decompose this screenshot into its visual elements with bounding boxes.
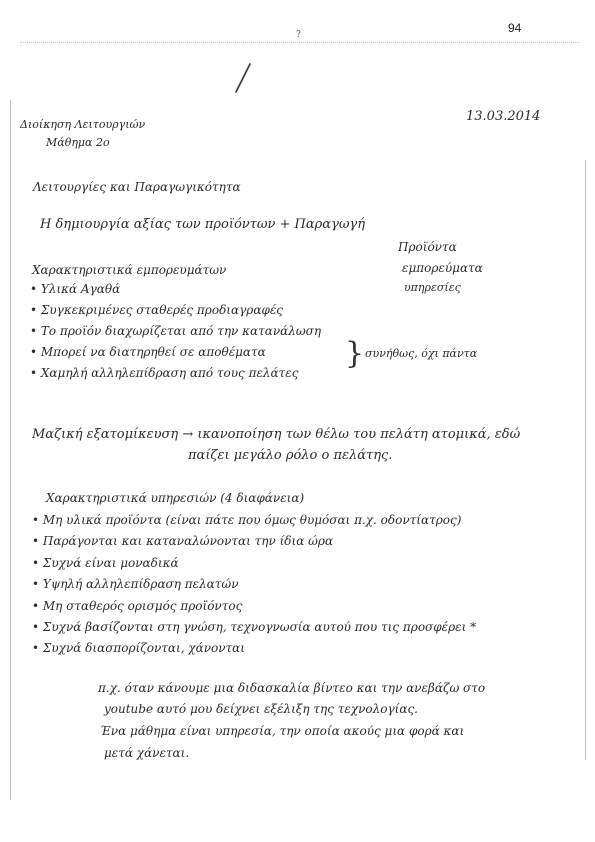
goods-heading: Χαρακτηριστικά εμπορευμάτων <box>32 263 227 277</box>
scan-mark: ? <box>296 30 301 40</box>
services-item: • Συχνά είναι μοναδικά <box>32 556 179 570</box>
section-title: Λειτουργίες και Παραγωγικότητα <box>33 180 241 194</box>
curly-brace: } <box>345 336 365 371</box>
services-heading: Χαρακτηριστικά υπηρεσιών (4 διαφάνεια) <box>46 491 305 505</box>
example-line-1: π.χ. όταν κάνουμε μια διδασκαλία βίντεο και την ανεβάζω στο <box>98 681 486 695</box>
page-number: 94 <box>508 21 522 35</box>
services-item: • Υψηλή αλληλεπίδραση πελατών <box>32 577 239 591</box>
services-item: • Παράγονται και καταναλώνονται την ίδια ώρα <box>32 534 334 548</box>
example-line-4: μετά χάνεται. <box>104 746 190 760</box>
scan-artifact-top <box>20 42 580 43</box>
course-name: Διοίκηση Λειτουργιών <box>20 118 146 131</box>
side-note-services: υπηρεσίες <box>404 281 461 294</box>
services-item: • Μη υλικά προϊόντα (είναι πάτε που όμως θυμόσαι π.χ. οδοντίατρος) <box>32 513 462 527</box>
side-note-heading: Προϊόντα <box>398 240 457 254</box>
goods-item: • Συγκεκριμένες σταθερές προδιαγραφές <box>30 303 284 317</box>
goods-item: • Χαμηλή αλληλεπίδραση από τους πελάτες <box>30 366 299 380</box>
brace-note: συνήθως, όχι πάντα <box>365 347 478 360</box>
date: 13.03.2014 <box>466 109 541 124</box>
services-item: • Μη σταθερός ορισμός προϊόντος <box>32 599 243 613</box>
customization-line-2: παίζει μεγάλο ρόλο ο πελάτης. <box>188 448 393 463</box>
goods-item: • Μπορεί να διατηρηθεί σε αποθέματα <box>30 345 266 359</box>
example-line-3: Ένα μάθημα είναι υπηρεσία, την οποία ακούς μια φορά και <box>100 724 465 738</box>
subtitle: Η δημιουργία αξίας των προϊόντων + Παραγωγή <box>40 217 365 232</box>
side-note-goods: εμπορεύματα <box>402 261 483 275</box>
services-item: • Συχνά διασπορίζονται, χάνονται <box>32 641 245 655</box>
goods-item: • Υλικά Αγαθά <box>30 282 121 296</box>
example-line-2: youtube αυτό μου δείχνει εξέλιξη της τεχνολογίας. <box>104 702 418 716</box>
services-item: • Συχνά βασίζονται στη γνώση, τεχνογνωσία αυτού που τις προσφέρει * <box>32 620 477 634</box>
customization-line-1: Μαζική εξατομίκευση → ικανοποίηση των θέλω του πελάτη ατομικά, εδώ <box>32 427 521 442</box>
lesson-number: Μάθημα 2ο <box>46 136 110 149</box>
scan-artifact-left-edge <box>10 100 11 800</box>
scan-artifact-right-edge <box>585 160 586 760</box>
goods-item: • Το προϊόν διαχωρίζεται από την κατανάλωση <box>30 324 322 338</box>
